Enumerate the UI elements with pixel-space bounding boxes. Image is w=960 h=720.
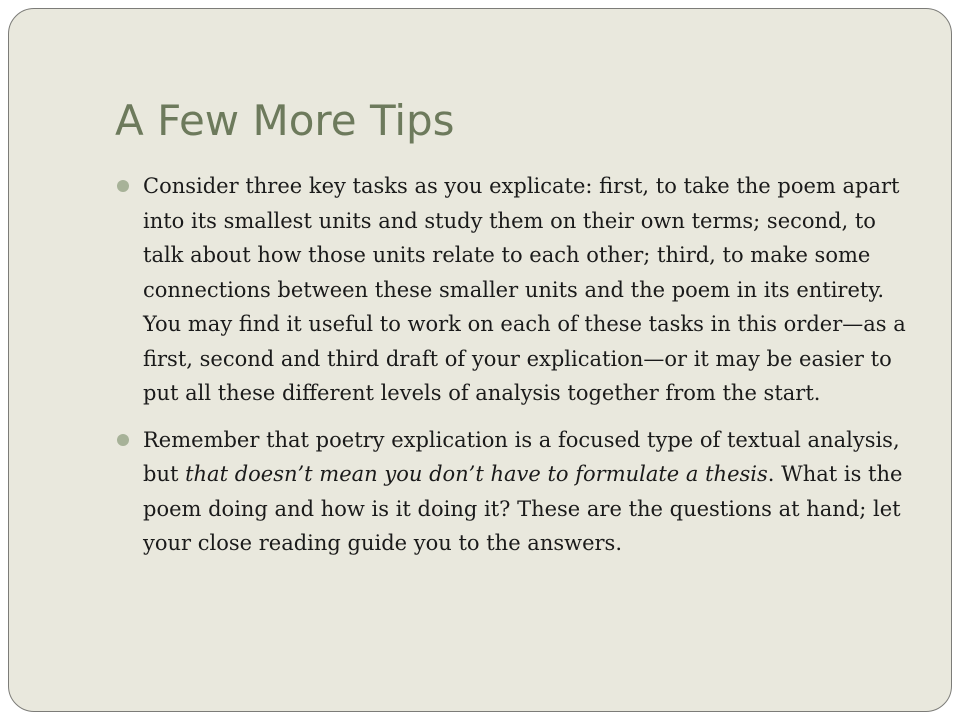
slide — [8, 8, 952, 712]
slide-title: A Few More Tips — [115, 96, 455, 145]
bullet-item — [115, 169, 915, 411]
bullet-text-end: . What is the poem doing and how is it doing it? These are the questions at hand; let your close reading guide you to the answers. — [143, 462, 903, 555]
bullet-text-start: Remember that poetry explication is a focused type of textual analysis, but — [143, 427, 900, 486]
bullet-text: Consider three key tasks as you explicate: first, to take the poem apart into its smallest units and study them on their own terms; second, to talk about how those units relate to each other; third, to make some connections between these smaller units and the poem in its entirety. You may find it useful to work on each of these tasks in this order—as a first, second and third draft of your explication—or it may be easier to put all these different levels of analysis together from the start. — [143, 174, 906, 405]
bullet-dot-icon — [117, 434, 129, 446]
bullet-list — [115, 169, 915, 561]
bullet-dot-icon — [117, 180, 129, 192]
bullet-item — [115, 423, 915, 561]
bullet-text-emphasis: that doesn’t mean you don’t have to formulate a thesis — [185, 462, 768, 486]
